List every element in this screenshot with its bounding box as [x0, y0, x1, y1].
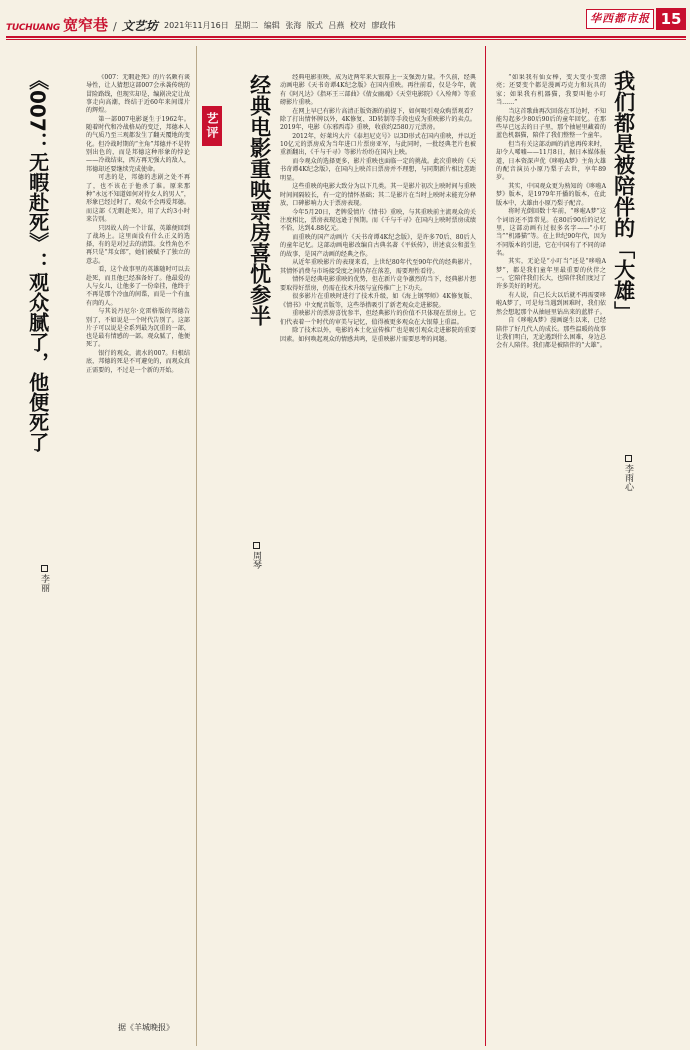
paragraph: 《007：无暇赴死》的片名颇有谈导性，让人猜想这部007会承袭传统的冒险路线，但现实却是，编剧决定让故事走向高潮，终结于近60年来间谍片的辉煌。: [86, 74, 190, 115]
paragraph: 2012年，好莱坞大片《泰坦尼克号》以3D形式在国内重映，并以近10亿元的票房成为当年进口片票房亚军，与此同时，一批经典老片也被重新翻出，《千与千寻》等影片纷纷在国内上映。: [280, 132, 476, 157]
paragraph: 而重映的国产动画片《天书奇谭4K纪念版》，是许多70后、80后人的童年记忆。这部动画电影改编自古典名著《平妖传》，讲述袁公和蛋生的故事，是国产动画的经典之作。: [280, 233, 476, 258]
article2-body: [280, 74, 476, 1029]
column-english-name: TUCHUANG: [6, 23, 60, 33]
masthead-rule: [6, 36, 686, 38]
paragraph: 很多影片在重映时进行了技术升级，如《海上钢琴师》4K修复版、《情书》中文配音版等，这些举措吸引了新老观众走进影院。: [280, 293, 476, 309]
article1-byline: [38, 565, 51, 592]
paragraph: 其实，无论是“小叮当”还是“哆啦A梦”，都是我们童年里最重要的伙伴之一。它陪伴我们长大，也陪伴我们度过了许多美好的时光。: [496, 258, 606, 291]
column-separator: /: [113, 20, 117, 33]
paragraph: 但当有关这部动画的消息再传来时，却令人唏嘘——11月8日，据日本媒体报道，日本资深声优《哆啦A梦》主角大雄的配音演员小原乃梨子去世，享年89岁。: [496, 141, 606, 182]
paragraph: 经典电影重映，成为近两年来大银幕上一支强劲力量。不久前，经典动画电影《天书奇谭4K纪念版》在国内重映。再往前看，仅是今年，就有《阿凡达》《指环王三部曲》《倩女幽魂》《天堂电影院》《入殓师》等重磅影片重映。: [280, 74, 476, 106]
paragraph: 将时光倒回数十年前，“哆啦A梦”这个词语还不算常见。在80后90后的记忆里，这部动画有过很多名字——“小叮当”“机器猫”等。在上世纪90年代，因为不同版本的引进，它在中国有了不同的译名。: [496, 208, 606, 257]
paragraph: 当这首歌曲再次回荡在耳边时，不知能勾起多少80后90后的童年回忆。在那些早已远去的日子里，那个抽屉里藏着的蓝色机器猫，陪伴了我们整整一个童年。: [496, 107, 606, 140]
byline-box-icon: [625, 455, 632, 462]
column-divider: [485, 46, 486, 1046]
paragraph: 这些重映的电影大致分为以下几类。其一是影片初次上映时间与重映时间间隔较长，有一定的情怀基础；其二是影片在当时上映时未能充分释放，口碑影响力大于票房表现。: [280, 183, 476, 208]
article2-tag: 艺评: [202, 106, 222, 146]
paragraph: 第一部007电影诞生于1962年。随着时代和冷战格局的变迁，邦德本人的气质乃至三观都发生了翻天覆地的变化。但冷战时期的“主角”邦德并不是特别出色的，而是邦德这种形象的悖论——冷战结束，西方再无强大的敌人，邦德却还要继续完成使命。: [86, 115, 190, 173]
article1-title: 《007：无暇赴死》：观众腻了，他便死了: [25, 70, 50, 452]
paragraph: 有人说，自己长大以后就不再需要哆啦A梦了，可是每当遇到困难时，我们依然会想起那个从抽屉里钻出来的蓝胖子。: [496, 292, 606, 316]
paragraph: 从近年重映影片的表现来看，上世纪80年代至90年代的经典影片，其情怀消费与市场接受度之间仍存在落差，需要理性看待。: [280, 259, 476, 275]
paragraph: 在网上早已有影片高清正版资源的前提下，如何吸引观众购票观看？除了打出情怀牌以外，4K修复、3D转制等手段也成为重映影片的卖点。2019年，电影《东邪西毒》重映，收获约2580万元票房。: [280, 107, 476, 132]
article1-author: 李丽: [39, 574, 49, 592]
paragraph: 其实，中国观众更为熟知的《哆啦A梦》版本，是1979年开播的版本，在此版本中，大雄由小原乃梨子配音。: [496, 183, 606, 207]
article3-author: 李雨心: [623, 464, 633, 491]
article3-body: [496, 74, 606, 1029]
column-subname: 文艺坊: [121, 19, 158, 33]
column-brand: [6, 14, 158, 35]
paragraph: 自《哆啦A梦》漫画诞生以来，已经陪伴了好几代人的成长。那些温暖的故事让我们明白，无论遇到什么困难，身边总会有人陪伴。我们都是被陪伴的“大雄”。: [496, 317, 606, 350]
paragraph: 今年5月20日，老牌爱情片《情书》重映，与其重映前主流观众的关注度相比，票房表现远逊于预期。而《千与千寻》在国内上映时票房成绩不俗，达到4.88亿元。: [280, 208, 476, 233]
article1-body: [86, 74, 190, 1014]
article2-author: 周琴: [251, 551, 261, 569]
paragraph: 可悲的是，邦德的悲剧之处不再了，也不该在于他杀了谁。原来那种“永远不知道如何对待女人的男人”，形象已经过时了，观众不会再爱邦德。而这部《无暇赴死》，用了大约3小时来告别。: [86, 174, 190, 223]
paragraph: 重映影片的票房喜忧参半，但经典影片的价值不只体现在票房上。它们代表着一个时代的审美与记忆，值得被更多观众在大银幕上重温。: [280, 310, 476, 326]
paragraph: 看，这个故事里的英雄随时可以去赴死，而且他已经准备好了。他最爱的人与女儿，让他多了一份牵挂，他终于不再是那个冷血的间谍，而是一个有血有肉的人。: [86, 266, 190, 307]
article3-title: 我们都是被陪伴的「大雄」: [611, 70, 636, 322]
newspaper-logo: 华西都市报: [586, 9, 654, 29]
page-number: 15: [656, 8, 686, 30]
masthead: [0, 0, 690, 46]
paragraph: 而今观众的选择更多，影片重映也面临一定的挑战。此次重映的《天书奇谭4K纪念版》，在国内上映首日票房并不理想，与同期新片相比差距明显。: [280, 158, 476, 182]
paragraph: 情怀是经典电影重映的优势，但在新片竞争激烈的当下，经典影片想要取得好票房，仍需在技术升级与宣传推广上下功夫。: [280, 276, 476, 292]
article2-title: 经典电影重映票房喜忧参半: [247, 74, 272, 326]
article2-byline: [250, 542, 263, 569]
paragraph: 只因故人的一个计谋，英雄便回到了战场上。这里面没有什么正义的选择，有的是对过去的清算。女性角色不再只是“邦女郎”，她们被赋予了独立的意志。: [86, 224, 190, 265]
paragraph: 与其说丹尼尔·克雷格版的邦德告别了，不如说是一个时代告别了。这部片子可以说是全系列最为沉重的一部，也是最有情感的一部。观众腻了，他便死了。: [86, 308, 190, 349]
byline-box-icon: [41, 565, 48, 572]
paragraph: 除了技术以外，电影的本土化宣传推广也是吸引观众走进影院的重要因素。如何唤起观众的情感共鸣，是重映影片需要思考的问题。: [280, 327, 476, 343]
issue-info: 2021年11月16日 星期二 编辑 张海 版式 吕燕 校对 廖政伟: [164, 21, 396, 30]
paragraph: “如果我有仙女棒，变大变小变漂亮；还要变个都是漫画巧克力和玩具的家；如果我有机器猫，我要叫他小叮当……”: [496, 74, 606, 106]
paragraph: 银行的观众，流水的007。归根结底，邦德的死是不可避免的，而观众真正需要的，不过是一个新的开始。: [86, 350, 190, 374]
article1-source: 据《羊城晚报》: [118, 1023, 174, 1032]
masthead-rule-thin: [6, 39, 686, 40]
column-divider: [196, 46, 197, 1046]
byline-box-icon: [253, 542, 260, 549]
article3-byline: [622, 455, 635, 491]
column-name: 宽窄巷: [62, 16, 108, 34]
